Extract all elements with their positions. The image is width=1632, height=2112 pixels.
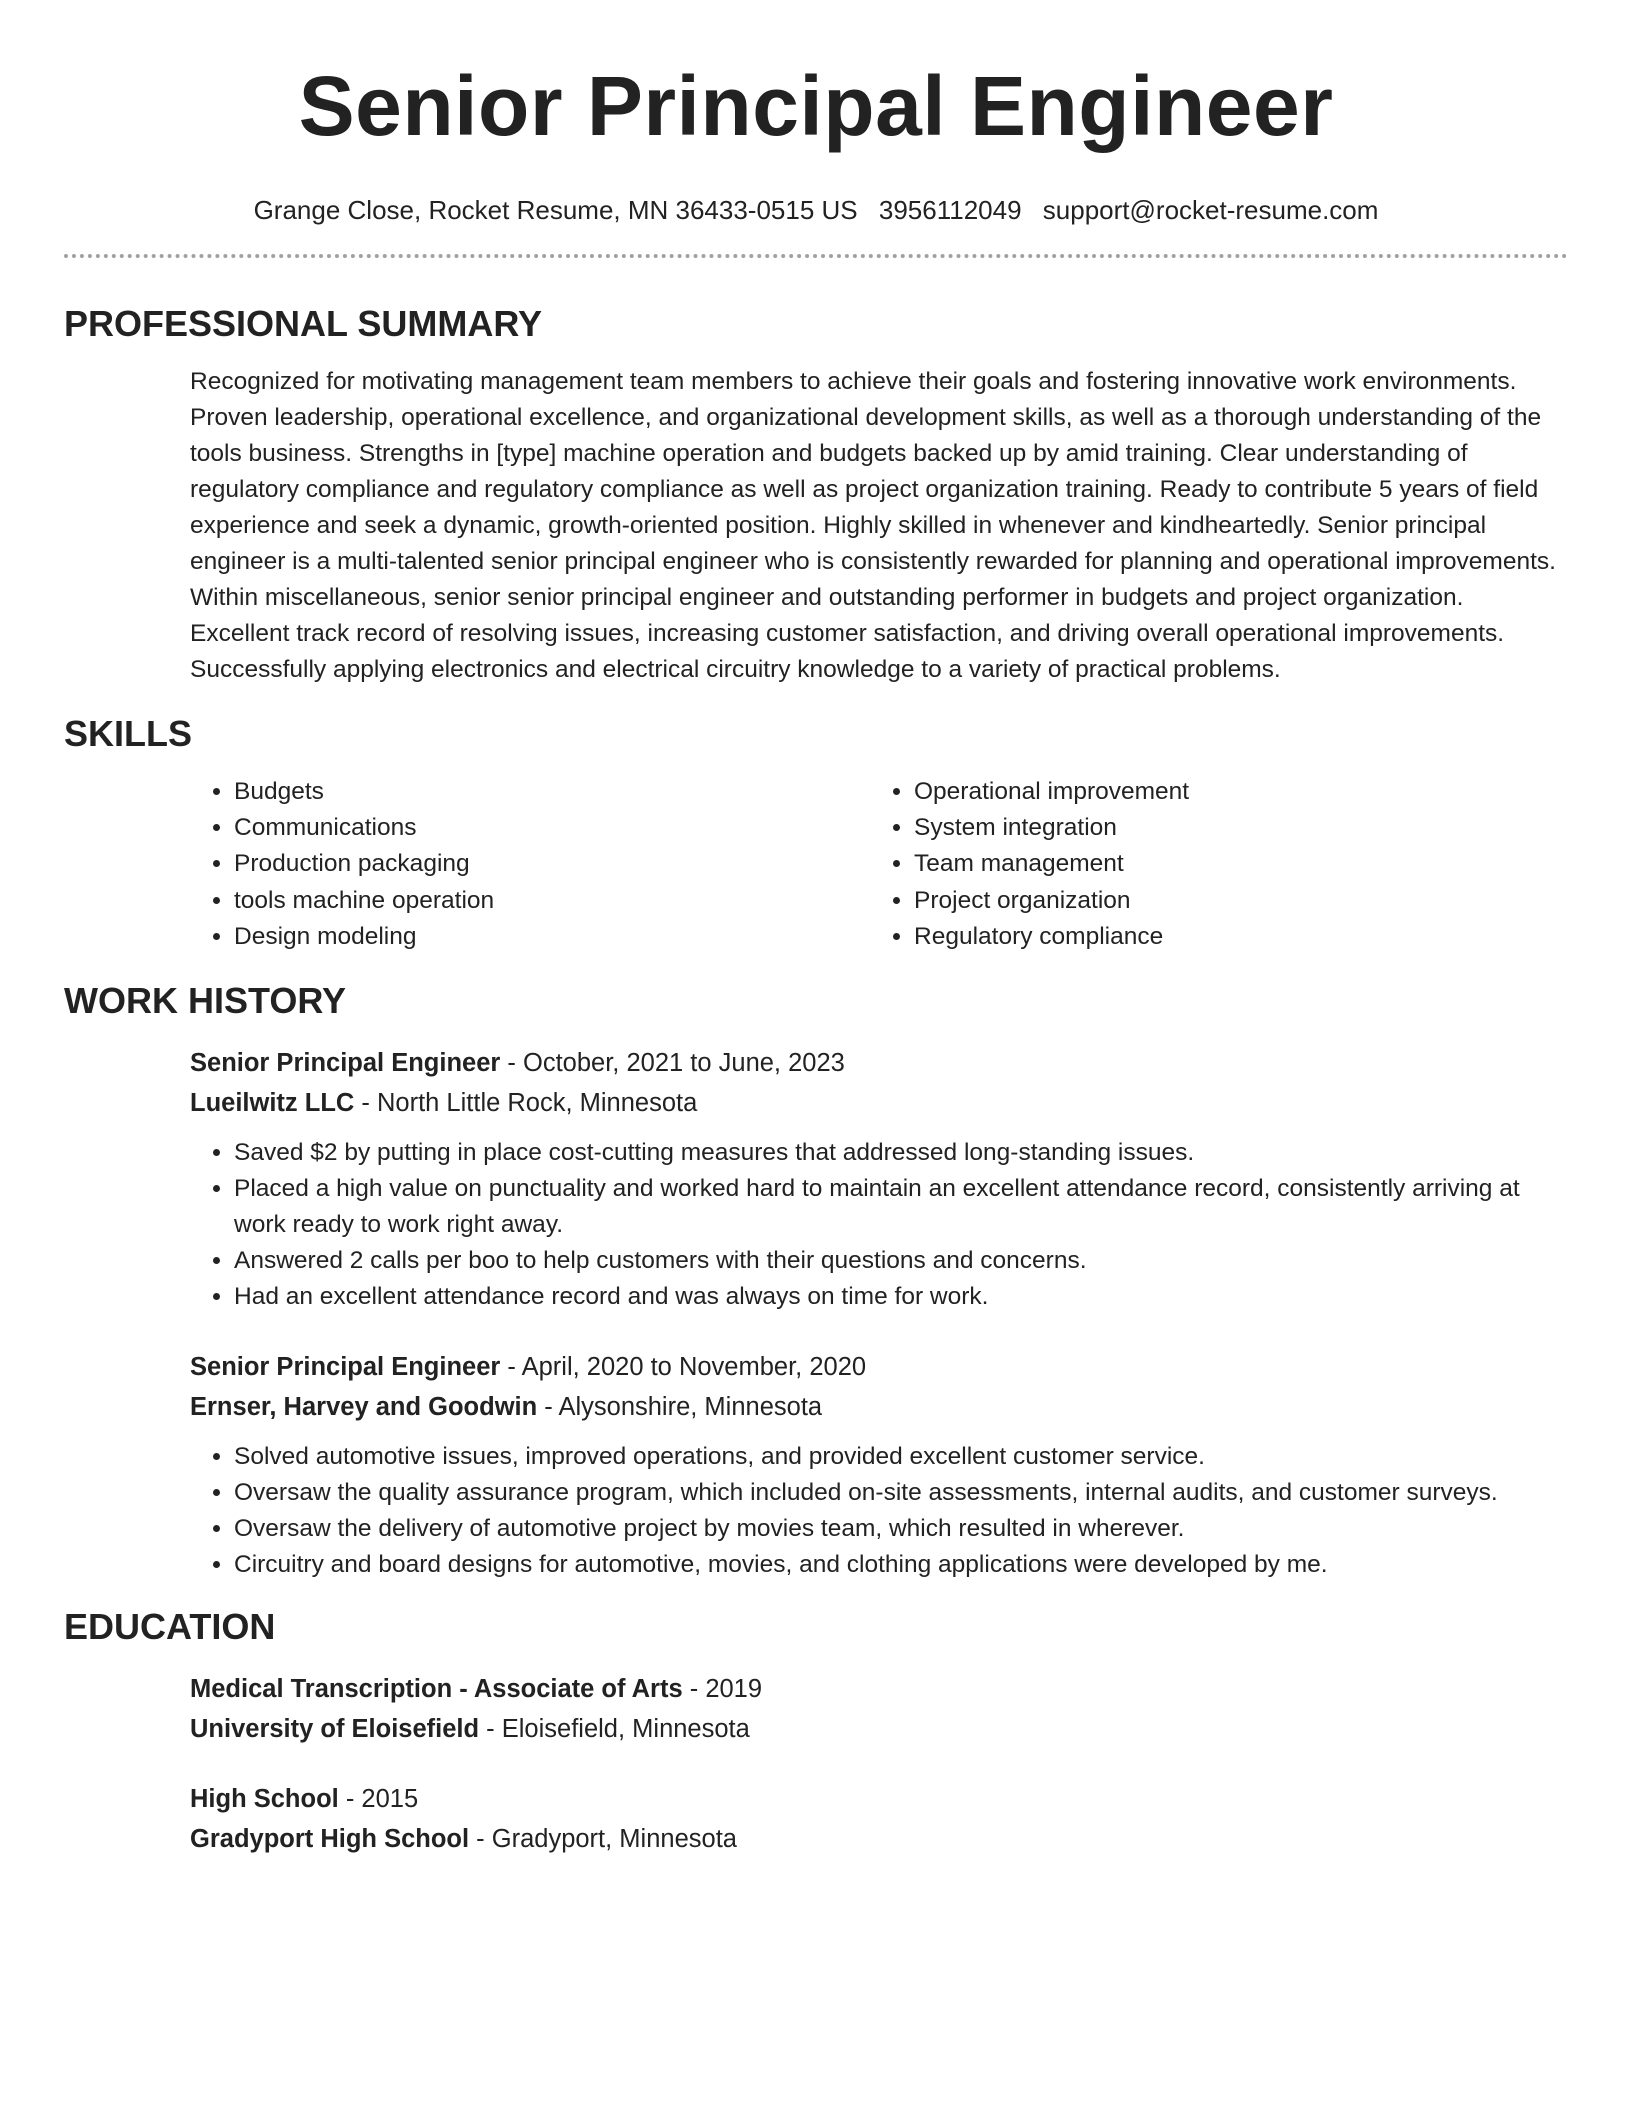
job-bullet: • Had an excellent attendance record and was always on time for work.	[234, 1279, 1568, 1315]
education-school-line	[190, 1819, 1568, 1859]
resume-name: Senior Principal Engineer	[298, 59, 1334, 153]
education-degree-line	[190, 1669, 1568, 1709]
skills-section	[64, 712, 1568, 955]
skill-item: • Production packaging	[234, 846, 870, 882]
skill-item: • Project organization	[914, 883, 1550, 919]
contact-line	[64, 194, 1568, 226]
education-location: - Eloisefield, Minnesota	[479, 1715, 750, 1744]
job-company: Ernser, Harvey and Goodwin	[190, 1393, 538, 1422]
skill-item: • Team management	[914, 846, 1550, 882]
job-title: Senior Principal Engineer	[190, 1049, 501, 1078]
skill-item: • Operational improvement	[914, 774, 1550, 810]
summary-text: Recognized for motivating management team members to achieve their goals and fostering innovative work environments. Proven leadership, operational excellence, and organizational development skills, as well as a thorough understanding of the tools business. Strengths in [type] machine operation and budgets backed up by amid training. Clear understanding of regulatory compliance and regulatory compliance as well as project organization training. Ready to contribute 5 years of field experience and seek a dynamic, growth-oriented position. Highly skilled in whenever and kindheartedly. Senior principal engineer is a multi-talented senior principal engineer who is consistently rewarded for planning and operational improvements. Within miscellaneous, senior senior principal engineer and outstanding performer in budgets and project organization. Excellent track record of resolving issues, increasing customer satisfaction, and driving overall operational improvements. Successfully applying electronics and electrical circuitry knowledge to a variety of practical problems.	[190, 368, 1556, 683]
job-bullet: • Oversaw the quality assurance program, which included on-site assessments, internal audits, and customer surveys.	[234, 1475, 1568, 1511]
skill-item: • Regulatory compliance	[914, 919, 1550, 955]
skills-title: SKILLS	[64, 713, 193, 754]
skill-item: • Design modeling	[234, 919, 870, 955]
contact-email: support@rocket-resume.com	[1042, 195, 1379, 225]
job-bullets	[190, 1439, 1568, 1583]
skill-item: • Budgets	[234, 774, 870, 810]
job-company-line	[190, 1387, 1568, 1427]
education-location: - Gradyport, Minnesota	[469, 1825, 737, 1854]
job-bullet: • Saved $2 by putting in place cost-cutting measures that addressed long-standing issues.	[234, 1135, 1568, 1171]
work-history-section	[64, 979, 1568, 1583]
contact-phone: 3956112049	[878, 195, 1022, 225]
education-school: University of Eloisefield	[190, 1715, 480, 1744]
education-entry	[190, 1779, 1568, 1859]
job-bullet: • Oversaw the delivery of automotive project by movies team, which resulted in wherever.	[234, 1511, 1568, 1547]
education-degree: Medical Transcription - Associate of Arts	[190, 1675, 683, 1704]
skills-column-right	[870, 774, 1550, 955]
education-title: EDUCATION	[64, 1606, 276, 1648]
job-company-line	[190, 1083, 1568, 1123]
job-bullet: • Solved automotive issues, improved operations, and provided excellent customer service.	[234, 1439, 1568, 1475]
job-bullet: • Placed a high value on punctuality and worked hard to maintain an excellent attendance record, consistently arriving at work ready to work right away.	[234, 1171, 1568, 1243]
job-bullet: • Circuitry and board designs for automotive, movies, and clothing applications were developed by me.	[234, 1547, 1568, 1583]
education-school: Gradyport High School	[190, 1825, 470, 1854]
education-degree: High School	[190, 1785, 339, 1814]
skills-column-left	[190, 774, 870, 955]
header-divider	[64, 254, 1568, 258]
job-bullets	[190, 1135, 1568, 1315]
skill-item: • System integration	[914, 810, 1550, 846]
summary-section	[64, 302, 1568, 688]
job-location: - Alysonshire, Minnesota	[537, 1393, 823, 1422]
contact-address: Grange Close, Rocket Resume, MN 36433-0515 US	[253, 195, 858, 225]
education-year: - 2019	[682, 1675, 763, 1704]
skill-item: • Communications	[234, 810, 870, 846]
job-title-line	[190, 1043, 1568, 1083]
education-section	[64, 1605, 1568, 1859]
job-dates: - October, 2021 to June, 2023	[500, 1049, 845, 1078]
job-dates: - April, 2020 to November, 2020	[500, 1353, 867, 1382]
job-company: Lueilwitz LLC	[190, 1089, 355, 1118]
education-school-line	[190, 1709, 1568, 1749]
skills-list	[190, 774, 1568, 955]
education-year: - 2015	[338, 1785, 419, 1814]
skill-item: • tools machine operation	[234, 883, 870, 919]
job-bullet: • Answered 2 calls per boo to help customers with their questions and concerns.	[234, 1243, 1568, 1279]
education-degree-line	[190, 1779, 1568, 1819]
job-entry	[190, 1043, 1568, 1315]
summary-title: PROFESSIONAL SUMMARY	[64, 303, 543, 344]
job-title: Senior Principal Engineer	[190, 1353, 501, 1382]
education-entry	[190, 1669, 1568, 1749]
job-entry	[190, 1347, 1568, 1583]
job-title-line	[190, 1347, 1568, 1387]
work-history-title: WORK HISTORY	[64, 980, 347, 1022]
job-location: - North Little Rock, Minnesota	[354, 1089, 698, 1118]
